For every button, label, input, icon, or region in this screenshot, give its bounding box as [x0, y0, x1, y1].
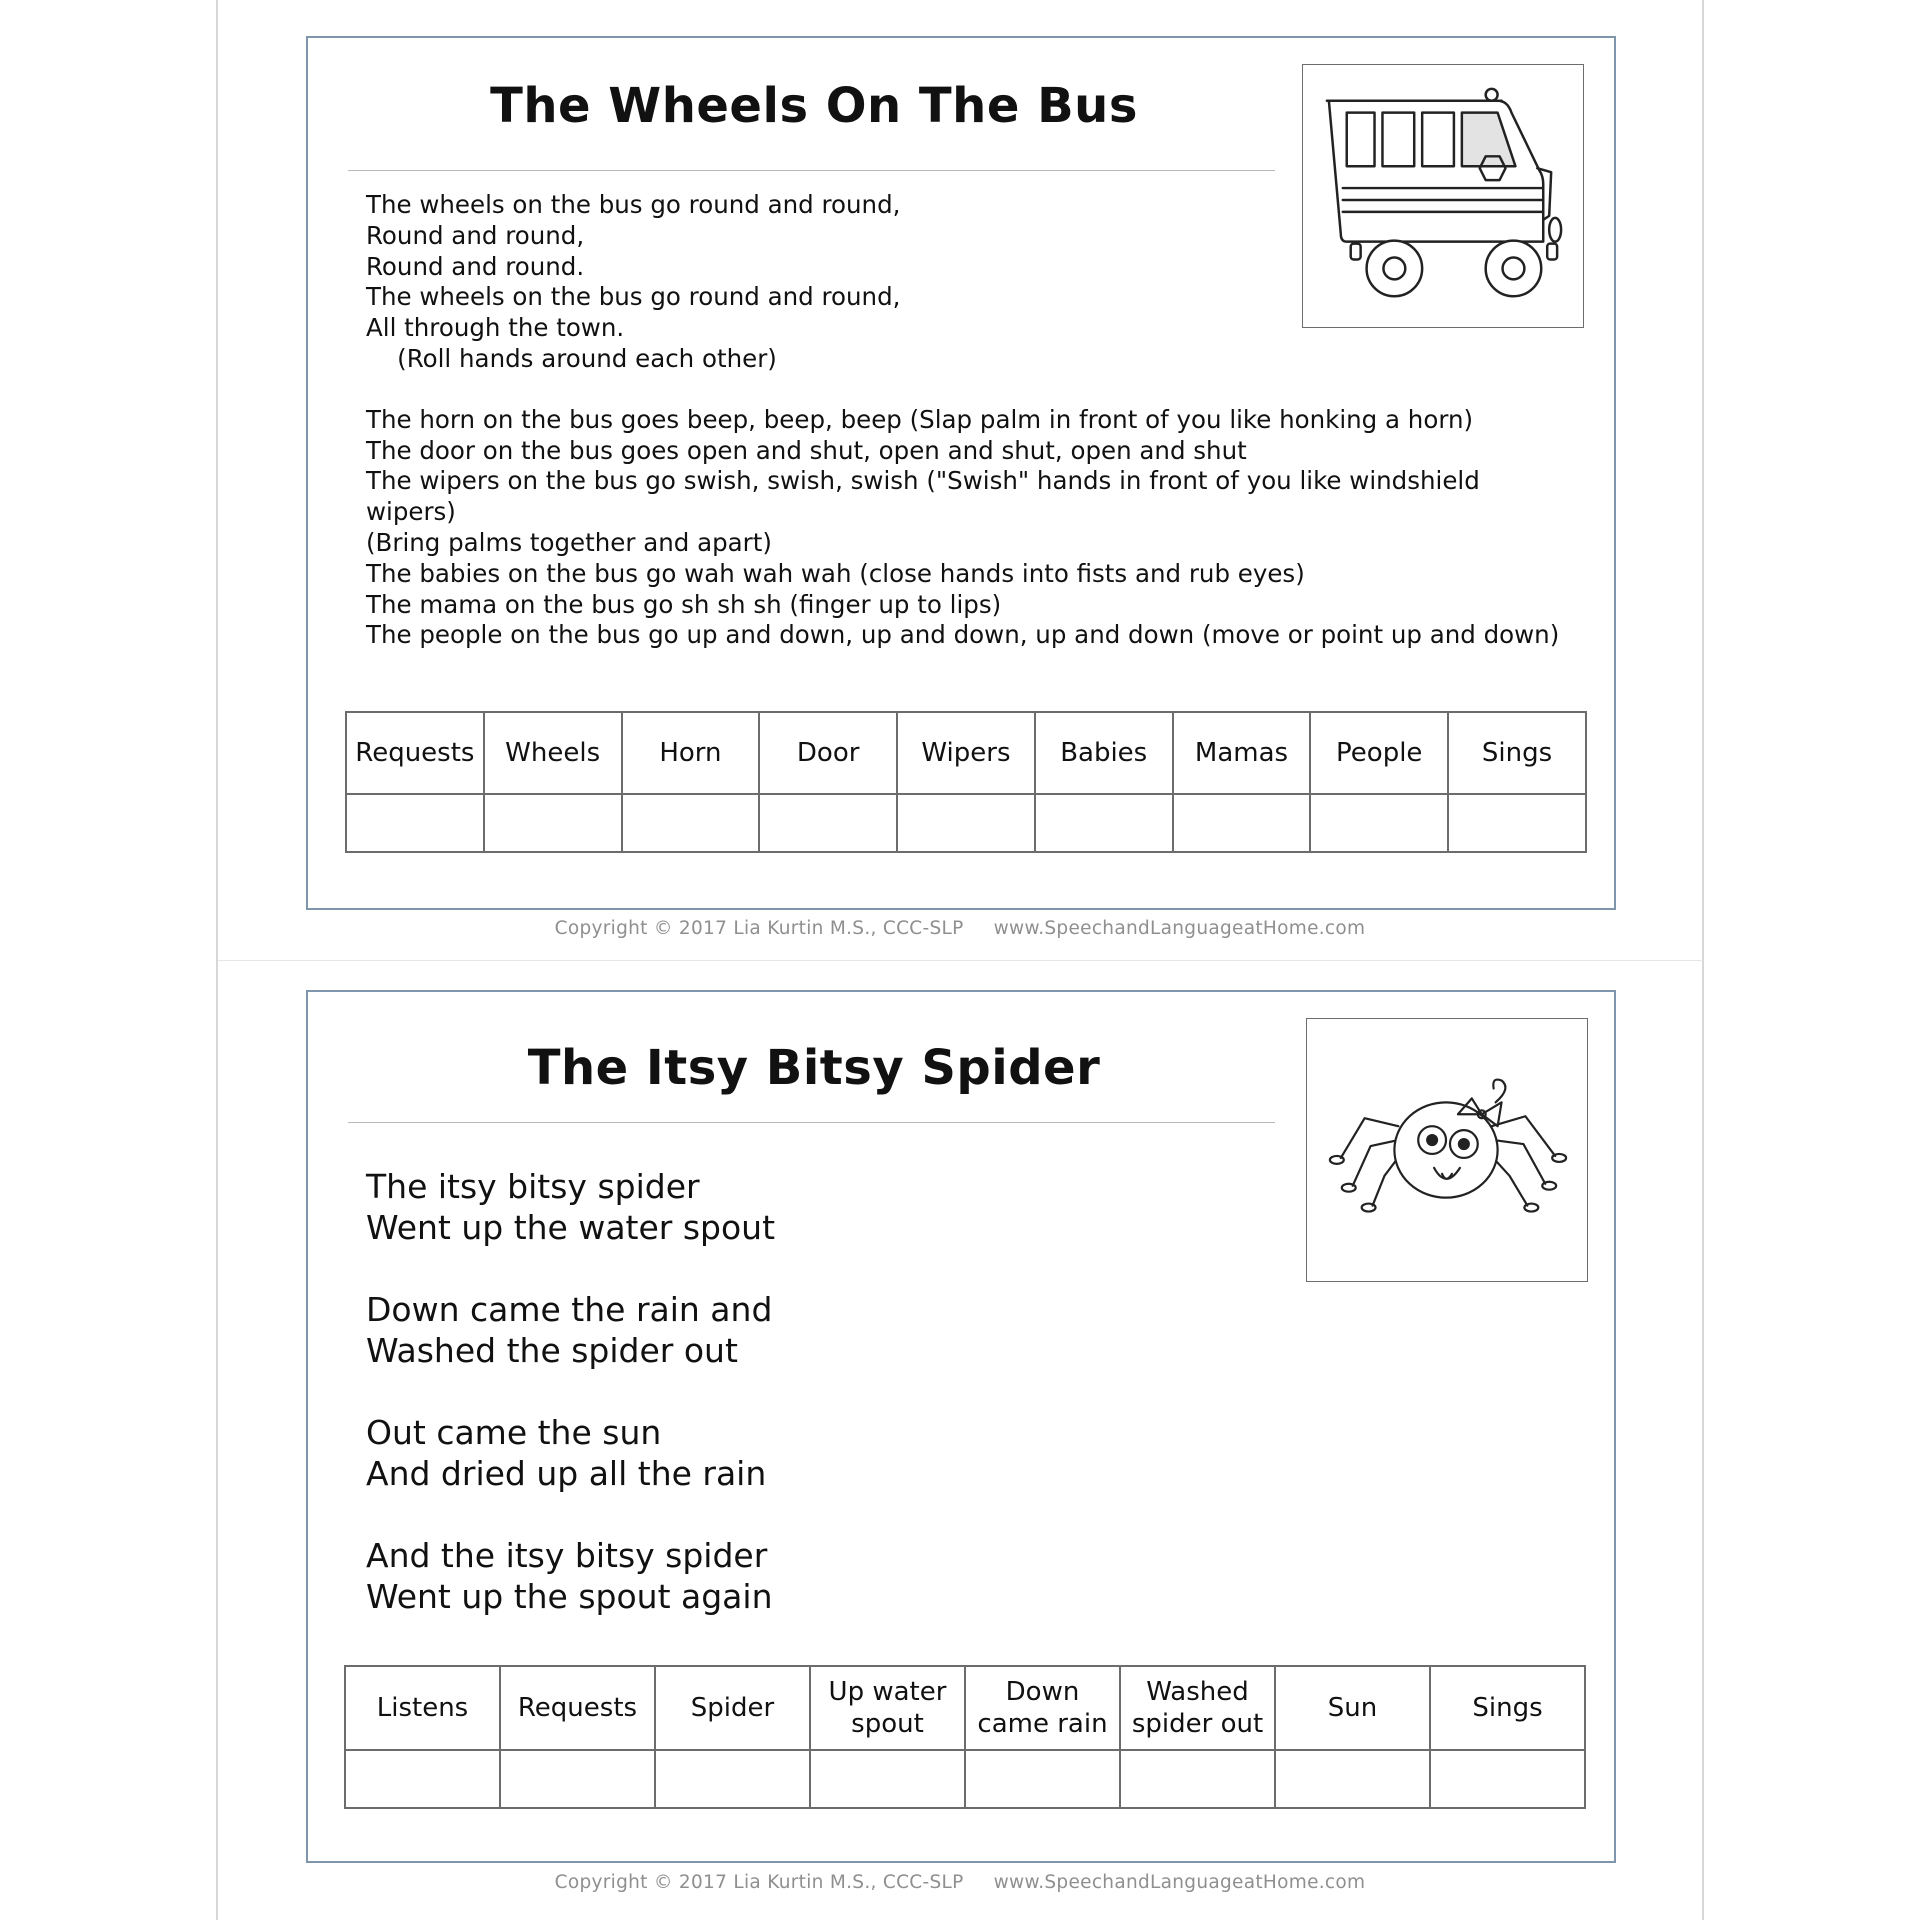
page-separator: [218, 960, 1703, 961]
table-header-cell: Babies: [1035, 712, 1173, 794]
song-card-wheels-on-the-bus: [306, 36, 1616, 910]
table-header-row: [345, 1666, 1585, 1750]
lyric-line: Went up the water spout: [366, 1208, 776, 1247]
tally-cell[interactable]: [897, 794, 1035, 852]
song-lyrics: [366, 1166, 775, 1617]
spider-icon: [1307, 1019, 1587, 1281]
tally-cell[interactable]: [346, 794, 484, 852]
lyric-line: The wipers on the bus go swish, swish, swish ("Swish" hands in front of you like windshield wipers): [366, 466, 1480, 527]
table-row: [345, 1750, 1585, 1808]
page-footer: [0, 1872, 1920, 1893]
website-link[interactable]: www.SpeechandLanguageatHome.com: [993, 918, 1366, 939]
lyric-line: The door on the bus goes open and shut, open and shut, open and shut: [366, 435, 1247, 465]
tracking-table: [344, 1665, 1586, 1809]
tally-cell[interactable]: [1035, 794, 1173, 852]
table-header-cell: People: [1310, 712, 1448, 794]
tally-cell[interactable]: [1275, 1750, 1430, 1808]
lyric-line: The wheels on the bus go round and round,: [366, 190, 901, 219]
song-title: The Itsy Bitsy Spider: [527, 1040, 1101, 1096]
lyric-line: And dried up all the rain: [366, 1454, 767, 1493]
lyric-line: Out came the sun: [366, 1413, 662, 1452]
lyric-line: Down came the rain and: [366, 1290, 773, 1329]
tally-cell[interactable]: [1448, 794, 1586, 852]
table-header-cell: Sings: [1448, 712, 1586, 794]
lyric-line: The babies on the bus go wah wah wah (close hands into fists and rub eyes): [366, 558, 1305, 588]
lyric-line: (Roll hands around each other): [366, 343, 777, 373]
lyric-gap: [366, 1371, 775, 1412]
lyric-gap: [366, 1248, 775, 1289]
page-footer: [0, 918, 1920, 939]
tally-cell[interactable]: [759, 794, 897, 852]
song-card-itsy-bitsy-spider: [306, 990, 1616, 1863]
tally-cell[interactable]: [1310, 794, 1448, 852]
lyric-line: Round and round,: [366, 220, 585, 250]
table-header-cell: Requests: [346, 712, 484, 794]
lyric-line: The wheels on the bus go round and round,: [366, 282, 901, 312]
table-header-cell: Door: [759, 712, 897, 794]
table-header-cell: Sun: [1275, 1666, 1430, 1750]
table-header-cell: Wipers: [897, 712, 1035, 794]
table-header-cell: Up water spout: [810, 1666, 965, 1750]
tally-cell[interactable]: [1120, 1750, 1275, 1808]
table-header-cell: Down came rain: [965, 1666, 1120, 1750]
lyric-line: The horn on the bus goes beep, beep, beep (Slap palm in front of you like honking a horn): [366, 404, 1474, 434]
lyric-line: Washed the spider out: [366, 1331, 738, 1370]
lyric-line: The people on the bus go up and down, up and down, up and down (move or point up and down): [366, 620, 1560, 650]
tracking-table: [345, 711, 1587, 853]
lyric-gap: [366, 375, 1566, 405]
table-header-cell: Listens: [345, 1666, 500, 1750]
website-link[interactable]: www.SpeechandLanguageatHome.com: [993, 1872, 1366, 1893]
title-divider: [348, 170, 1275, 171]
lyric-line: Went up the spout again: [366, 1577, 773, 1616]
tally-cell[interactable]: [810, 1750, 965, 1808]
table-header-cell: Horn: [622, 712, 760, 794]
lyric-line: The itsy bitsy spider: [366, 1167, 700, 1206]
table-header-cell: Washed spider out: [1120, 1666, 1275, 1750]
lyric-line: (Bring palms together and apart): [366, 527, 772, 557]
song-lyrics: [366, 190, 1566, 651]
table-header-cell: Spider: [655, 1666, 810, 1750]
table-header-cell: Mamas: [1173, 712, 1311, 794]
tally-cell[interactable]: [500, 1750, 655, 1808]
tally-cell[interactable]: [965, 1750, 1120, 1808]
lyric-line: All through the town.: [366, 313, 625, 343]
song-title: The Wheels On The Bus: [490, 78, 1138, 134]
copyright-text: Copyright © 2017 Lia Kurtin M.S., CCC-SLP: [554, 918, 964, 939]
table-header-row: [346, 712, 1586, 794]
lyric-gap: [366, 1494, 775, 1535]
lyric-line: The mama on the bus go sh sh sh (finger up to lips): [366, 589, 1002, 619]
table-row: [346, 794, 1586, 852]
song-picture-frame: [1306, 1018, 1588, 1282]
table-header-cell: Requests: [500, 1666, 655, 1750]
tally-cell[interactable]: [655, 1750, 810, 1808]
title-divider: [348, 1122, 1275, 1123]
tally-cell[interactable]: [1173, 794, 1311, 852]
copyright-text: Copyright © 2017 Lia Kurtin M.S., CCC-SLP: [554, 1872, 964, 1893]
lyric-line: And the itsy bitsy spider: [366, 1536, 768, 1575]
lyric-line: Round and round.: [366, 251, 585, 281]
tally-cell[interactable]: [484, 794, 622, 852]
tally-cell[interactable]: [1430, 1750, 1585, 1808]
tally-cell[interactable]: [622, 794, 760, 852]
table-header-cell: Wheels: [484, 712, 622, 794]
table-header-cell: Sings: [1430, 1666, 1585, 1750]
tally-cell[interactable]: [345, 1750, 500, 1808]
